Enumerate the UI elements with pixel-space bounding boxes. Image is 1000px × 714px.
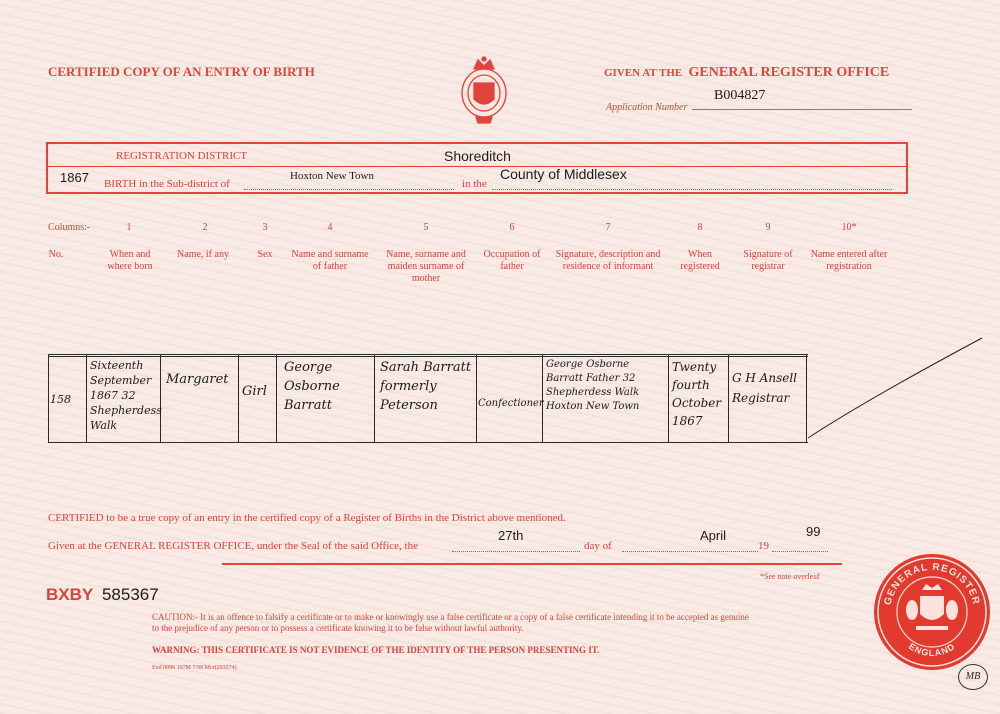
table-line <box>374 354 375 442</box>
columns-label: Columns:- <box>48 222 91 233</box>
application-number-rule <box>692 109 912 110</box>
signature-rule <box>222 563 842 565</box>
table-line <box>728 354 729 442</box>
entry-sex: Girl <box>242 384 267 399</box>
general-register-seal-icon <box>872 552 992 672</box>
column-number: 8 <box>697 222 703 233</box>
certificate-title: CERTIFIED COPY OF AN ENTRY OF BIRTH <box>48 64 315 79</box>
warning-text: WARNING: THIS CERTIFICATE IS NOT EVIDENCE OF THE IDENTITY OF THE PERSON PRESENTING IT. <box>152 645 600 655</box>
table-top-rule <box>48 356 808 357</box>
table-line <box>276 354 277 442</box>
table-line <box>668 354 669 442</box>
entry-when-where-born: Sixteenth September 1867 32 Shepherdess Walk <box>90 359 162 432</box>
form-code: Exd 0096 197M 7/98 Mcr(203574) <box>152 665 237 671</box>
application-number: B004827 <box>714 88 766 103</box>
table-top-rule <box>48 354 808 355</box>
table-line <box>238 354 239 442</box>
column-number: 1 <box>126 222 132 233</box>
serial-digits: 585367 <box>101 585 159 604</box>
table-line <box>160 354 161 442</box>
caution-text: CAUTION:- It is an offence to falsify a certificate or to make or knowingly use a false certificate or a copy of a false certificate intending it to be accepted as genuine to the prejudice of any person or to possess a certificate knowing it to be false without lawful authority. <box>152 612 749 633</box>
entry-registrar: G H Ansell Registrar <box>732 371 798 405</box>
column-heading-mother: Name, surname and maiden surname of mother <box>386 249 466 284</box>
entry-when-registered: Twenty fourth October 1867 <box>672 360 722 428</box>
royal-crest-icon <box>456 55 512 129</box>
year-prefix: 19 <box>758 540 769 552</box>
entry-name: Margaret <box>166 372 229 387</box>
seal-top-text: GENERAL REGISTER <box>882 561 982 607</box>
column-heading-occupation: Occupation of father <box>483 249 541 272</box>
column-heading-informant: Signature, description and residence of informant <box>555 249 661 272</box>
column-heading-sex: Sex <box>257 249 273 260</box>
year-rule <box>772 551 828 552</box>
column-number: 2 <box>202 222 208 233</box>
seal-bottom-text: ENGLAND <box>906 641 958 659</box>
in-the-label: in the <box>462 178 487 190</box>
column-heading-when-registered: When registered <box>680 249 720 272</box>
given-at-label: GIVEN AT THE <box>604 67 683 79</box>
table-line <box>48 354 49 442</box>
entry-mother: Sarah Barratt formerly Peterson <box>380 360 472 413</box>
serial-number <box>46 585 159 605</box>
given-statement: Given at the GENERAL REGISTER OFFICE, under the Seal of the said Office, the <box>48 540 418 552</box>
county-rule <box>492 189 892 190</box>
certified-statement: CERTIFIED to be a true copy of an entry in the certified copy of a Register of Births in the District above mentioned. <box>48 512 566 524</box>
column-heading-name: Name, if any <box>177 249 229 260</box>
subdistrict-rule <box>244 189 454 190</box>
entry-number: 158 <box>50 393 71 406</box>
column-number: 5 <box>423 222 429 233</box>
registration-district-value: Shoreditch <box>444 148 511 164</box>
column-number: 9 <box>765 222 771 233</box>
table-bottom-rule <box>48 442 808 443</box>
cancel-stroke <box>806 330 986 442</box>
certified-year: 99 <box>806 524 821 539</box>
column-number: 7 <box>605 222 611 233</box>
application-number-label: Application Number <box>606 102 688 113</box>
entry-informant: George Osborne Barratt Father 32 Shepherdess Walk Hoxton New Town <box>546 359 640 412</box>
column-number: 4 <box>327 222 333 233</box>
office-name: GENERAL REGISTER OFFICE <box>688 65 890 80</box>
day-of-label: day of <box>584 540 612 552</box>
column-number: 10* <box>841 222 857 233</box>
serial-prefix: BXBY <box>46 585 94 604</box>
subdistrict-value: Hoxton New Town <box>290 170 374 182</box>
column-heading-when-where-born: When and where born <box>107 249 153 272</box>
given-at-header <box>604 64 889 81</box>
corner-initials-mark: MB <box>958 664 988 690</box>
entry-occupation: Confectioner <box>478 398 544 409</box>
entry-father: George Osborne Barratt <box>284 360 340 413</box>
day-rule <box>452 551 580 552</box>
birth-subdistrict-label: BIRTH in the Sub-district of <box>104 178 230 190</box>
column-number: 6 <box>509 222 515 233</box>
column-heading-no: No. <box>48 249 64 260</box>
registration-district-label: REGISTRATION DISTRICT <box>116 150 248 162</box>
column-heading-father: Name and surname of father <box>291 249 369 272</box>
birth-year: 1867 <box>60 170 89 185</box>
month-rule <box>622 551 758 552</box>
certified-month: April <box>700 528 727 543</box>
table-line <box>476 354 477 442</box>
column-number: 3 <box>262 222 268 233</box>
certified-day: 27th <box>498 528 524 543</box>
district-divider <box>48 166 906 167</box>
see-note-overleaf: *See note overleaf <box>760 572 820 581</box>
column-heading-registrar: Signature of registrar <box>743 249 793 272</box>
table-line <box>86 354 87 442</box>
column-heading-after-registration: Name entered after registration <box>810 249 888 272</box>
county-value: County of Middlesex <box>500 166 627 182</box>
